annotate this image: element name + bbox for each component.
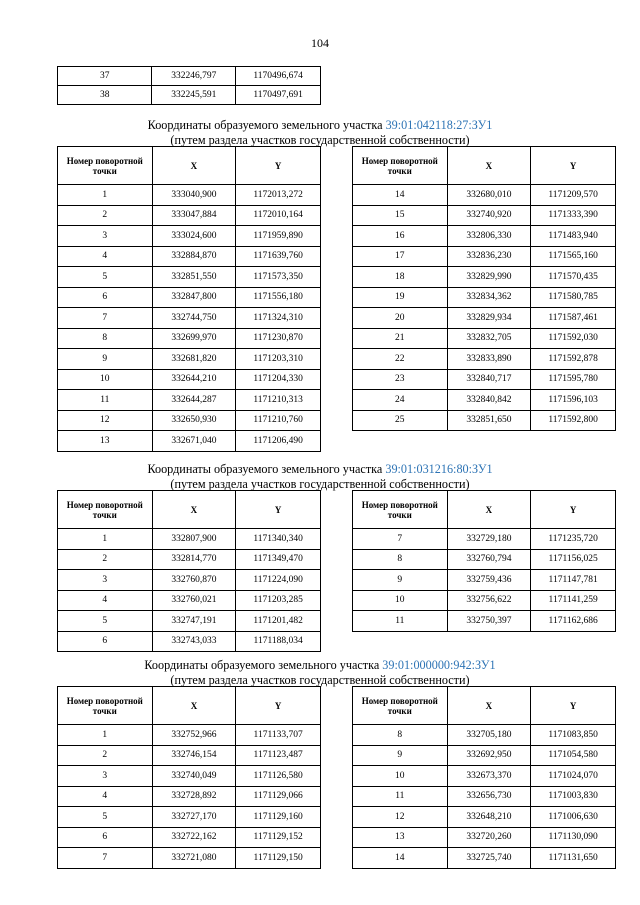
table-row <box>58 328 321 349</box>
point-number: 11 <box>353 611 448 632</box>
section-subtitle: (путем раздела участков государственной собственности) <box>170 133 470 147</box>
coord-y: 1170496,674 <box>236 67 321 86</box>
coord-y: 1172013,272 <box>236 185 321 206</box>
table-row <box>353 226 616 247</box>
table-row <box>353 328 616 349</box>
header-point-number: Номер поворотной точки <box>58 687 153 725</box>
coord-y: 1171639,760 <box>236 246 321 267</box>
coord-y: 1171333,390 <box>531 205 616 226</box>
point-number: 3 <box>58 766 153 787</box>
table-header-row <box>353 491 616 529</box>
coord-x: 332833,890 <box>447 349 531 370</box>
coord-x: 332847,800 <box>152 287 236 308</box>
point-number: 25 <box>353 410 448 431</box>
coord-y: 1171188,034 <box>236 631 321 652</box>
table-row <box>58 86 321 105</box>
coord-x: 333047,884 <box>152 205 236 226</box>
point-number: 7 <box>58 848 153 869</box>
coord-y: 1171570,435 <box>531 267 616 288</box>
point-number: 7 <box>58 308 153 329</box>
table-row <box>58 349 321 370</box>
coord-y: 1171209,570 <box>531 185 616 206</box>
coord-y: 1172010,164 <box>236 205 321 226</box>
coord-y: 1171573,350 <box>236 267 321 288</box>
header-y: Y <box>236 491 321 529</box>
coord-x: 332750,397 <box>447 611 531 632</box>
header-point-number: Номер поворотной точки <box>353 491 448 529</box>
coord-x: 332681,820 <box>152 349 236 370</box>
coord-x: 332829,990 <box>447 267 531 288</box>
coord-x: 332744,750 <box>152 308 236 329</box>
table-row <box>353 549 616 570</box>
table-header-row <box>58 147 321 185</box>
coord-x: 332752,966 <box>152 725 236 746</box>
point-number: 6 <box>58 287 153 308</box>
table-row <box>58 745 321 766</box>
header-y: Y <box>236 687 321 725</box>
point-number: 3 <box>58 226 153 247</box>
table-row <box>58 549 321 570</box>
coord-x: 332644,287 <box>152 390 236 411</box>
point-number: 10 <box>353 766 448 787</box>
coord-y: 1171959,890 <box>236 226 321 247</box>
point-number: 38 <box>58 86 152 105</box>
coord-y: 1171162,686 <box>531 611 616 632</box>
coord-y: 1171130,090 <box>531 827 616 848</box>
point-number: 9 <box>353 745 448 766</box>
point-number: 1 <box>58 529 153 550</box>
table-row <box>58 827 321 848</box>
coord-x: 333040,900 <box>152 185 236 206</box>
header-x: X <box>152 147 236 185</box>
coord-x: 332656,730 <box>447 786 531 807</box>
point-number: 5 <box>58 807 153 828</box>
table-row <box>353 390 616 411</box>
table-row <box>353 185 616 206</box>
coords-table-left <box>57 686 321 869</box>
coord-y: 1171595,780 <box>531 369 616 390</box>
point-number: 4 <box>58 590 153 611</box>
table-row <box>58 185 321 206</box>
table-row <box>58 631 321 652</box>
coord-x: 332851,650 <box>447 410 531 431</box>
point-number: 10 <box>353 590 448 611</box>
point-number: 8 <box>58 328 153 349</box>
section-subtitle: (путем раздела участков государственной собственности) <box>170 477 470 491</box>
point-number: 9 <box>353 570 448 591</box>
table-row <box>353 590 616 611</box>
coord-x: 332834,362 <box>447 287 531 308</box>
coord-x: 332705,180 <box>447 725 531 746</box>
coord-x: 332832,705 <box>447 328 531 349</box>
coord-y: 1171129,160 <box>236 807 321 828</box>
header-y: Y <box>236 147 321 185</box>
table-header-row <box>58 687 321 725</box>
point-number: 37 <box>58 67 152 86</box>
table-row <box>58 431 321 452</box>
point-number: 15 <box>353 205 448 226</box>
coord-y: 1171203,285 <box>236 590 321 611</box>
point-number: 14 <box>353 848 448 869</box>
coord-y: 1171324,310 <box>236 308 321 329</box>
header-x: X <box>447 147 531 185</box>
point-number: 20 <box>353 308 448 329</box>
parcel-number: 39:01:042118:27:ЗУ1 <box>385 118 493 132</box>
coord-y: 1171123,487 <box>236 745 321 766</box>
header-point-number: Номер поворотной точки <box>353 687 448 725</box>
coord-y: 1171210,760 <box>236 410 321 431</box>
coord-x: 332756,622 <box>447 590 531 611</box>
coord-x: 332692,950 <box>447 745 531 766</box>
coord-y: 1171235,720 <box>531 529 616 550</box>
coord-y: 1171592,878 <box>531 349 616 370</box>
section-title: Координаты образуемого земельного участка 39:01:000000:942:ЗУ1 <box>144 658 496 672</box>
table-row <box>353 308 616 329</box>
point-number: 5 <box>58 267 153 288</box>
coord-x: 332245,591 <box>152 86 236 105</box>
coord-x: 332725,740 <box>447 848 531 869</box>
coord-y: 1170497,691 <box>236 86 321 105</box>
table-row <box>58 246 321 267</box>
point-number: 13 <box>58 431 153 452</box>
table-header-row <box>353 147 616 185</box>
point-number: 4 <box>58 246 153 267</box>
point-number: 11 <box>353 786 448 807</box>
point-number: 1 <box>58 725 153 746</box>
table-row <box>353 410 616 431</box>
table-row <box>58 590 321 611</box>
coord-y: 1171592,800 <box>531 410 616 431</box>
table-row <box>353 827 616 848</box>
point-number: 5 <box>58 611 153 632</box>
coord-y: 1171156,025 <box>531 549 616 570</box>
table-row <box>58 807 321 828</box>
point-number: 24 <box>353 390 448 411</box>
coords-table-right <box>352 490 616 632</box>
point-number: 8 <box>353 725 448 746</box>
point-number: 12 <box>58 410 153 431</box>
table-row <box>58 267 321 288</box>
table-row <box>353 349 616 370</box>
table-header-row <box>353 687 616 725</box>
table-row <box>353 529 616 550</box>
table-row <box>353 570 616 591</box>
coord-x: 332851,550 <box>152 267 236 288</box>
table-header-row <box>58 491 321 529</box>
coord-y: 1171133,707 <box>236 725 321 746</box>
table-row <box>353 267 616 288</box>
header-x: X <box>447 687 531 725</box>
point-number: 22 <box>353 349 448 370</box>
coord-x: 332721,080 <box>152 848 236 869</box>
coords-table-left <box>57 490 321 652</box>
coord-y: 1171565,160 <box>531 246 616 267</box>
coord-y: 1171592,030 <box>531 328 616 349</box>
point-number: 2 <box>58 745 153 766</box>
coord-x: 332728,892 <box>152 786 236 807</box>
coord-x: 332759,436 <box>447 570 531 591</box>
coord-y: 1171230,870 <box>236 328 321 349</box>
point-number: 6 <box>58 631 153 652</box>
table-row <box>353 369 616 390</box>
point-number: 6 <box>58 827 153 848</box>
table-row <box>58 369 321 390</box>
coord-x: 332806,330 <box>447 226 531 247</box>
point-number: 10 <box>58 369 153 390</box>
coord-y: 1171126,580 <box>236 766 321 787</box>
coord-y: 1171147,781 <box>531 570 616 591</box>
coord-y: 1171129,150 <box>236 848 321 869</box>
point-number: 13 <box>353 827 448 848</box>
table-row <box>353 287 616 308</box>
point-number: 2 <box>58 205 153 226</box>
point-number: 18 <box>353 267 448 288</box>
coord-x: 332720,260 <box>447 827 531 848</box>
coord-y: 1171129,152 <box>236 827 321 848</box>
section-subtitle: (путем раздела участков государственной собственности) <box>170 673 470 687</box>
section-title: Координаты образуемого земельного участка 39:01:031216:80:ЗУ1 <box>147 462 493 476</box>
coord-x: 332722,162 <box>152 827 236 848</box>
coord-x: 332644,210 <box>152 369 236 390</box>
parcel-number: 39:01:000000:942:ЗУ1 <box>382 658 496 672</box>
coord-x: 332673,370 <box>447 766 531 787</box>
table-row <box>353 246 616 267</box>
coord-x: 332650,930 <box>152 410 236 431</box>
point-number: 1 <box>58 185 153 206</box>
coord-y: 1171206,490 <box>236 431 321 452</box>
coord-x: 332760,021 <box>152 590 236 611</box>
coord-x: 332760,870 <box>152 570 236 591</box>
header-y: Y <box>531 491 616 529</box>
coord-y: 1171596,103 <box>531 390 616 411</box>
coord-y: 1171224,090 <box>236 570 321 591</box>
coord-x: 332814,770 <box>152 549 236 570</box>
coord-y: 1171024,070 <box>531 766 616 787</box>
coord-x: 332671,040 <box>152 431 236 452</box>
coord-y: 1171556,180 <box>236 287 321 308</box>
header-y: Y <box>531 147 616 185</box>
coord-y: 1171131,650 <box>531 848 616 869</box>
point-number: 12 <box>353 807 448 828</box>
header-point-number: Номер поворотной точки <box>58 491 153 529</box>
coord-x: 332648,210 <box>447 807 531 828</box>
point-number: 9 <box>58 349 153 370</box>
coord-x: 332746,154 <box>152 745 236 766</box>
header-y: Y <box>531 687 616 725</box>
coords-table-right <box>352 686 616 869</box>
coord-x: 332884,870 <box>152 246 236 267</box>
point-number: 17 <box>353 246 448 267</box>
table-row <box>58 390 321 411</box>
point-number: 3 <box>58 570 153 591</box>
header-x: X <box>447 491 531 529</box>
coord-x: 332740,920 <box>447 205 531 226</box>
section-title: Координаты образуемого земельного участка 39:01:042118:27:ЗУ1 <box>147 118 493 132</box>
point-number: 11 <box>58 390 153 411</box>
header-x: X <box>152 491 236 529</box>
coords-table-right <box>352 146 616 431</box>
table-row <box>58 611 321 632</box>
table-row <box>58 848 321 869</box>
table-row <box>58 67 321 86</box>
header-point-number: Номер поворотной точки <box>58 147 153 185</box>
coord-x: 333024,600 <box>152 226 236 247</box>
coord-x: 332729,180 <box>447 529 531 550</box>
coord-x: 332740,049 <box>152 766 236 787</box>
header-x: X <box>152 687 236 725</box>
coord-y: 1171210,313 <box>236 390 321 411</box>
coord-x: 332246,797 <box>152 67 236 86</box>
table-row <box>58 308 321 329</box>
point-number: 4 <box>58 786 153 807</box>
coord-x: 332699,970 <box>152 328 236 349</box>
coord-x: 332836,230 <box>447 246 531 267</box>
table-row <box>58 725 321 746</box>
coord-x: 332760,794 <box>447 549 531 570</box>
coord-y: 1171006,630 <box>531 807 616 828</box>
point-number: 19 <box>353 287 448 308</box>
coord-y: 1171587,461 <box>531 308 616 329</box>
coord-y: 1171483,940 <box>531 226 616 247</box>
point-number: 2 <box>58 549 153 570</box>
point-number: 16 <box>353 226 448 247</box>
coord-x: 332829,934 <box>447 308 531 329</box>
coords-table-left <box>57 146 321 452</box>
table-row <box>353 725 616 746</box>
coord-y: 1171054,580 <box>531 745 616 766</box>
header-point-number: Номер поворотной точки <box>353 147 448 185</box>
table-row <box>353 786 616 807</box>
coord-x: 332840,717 <box>447 369 531 390</box>
coord-x: 332747,191 <box>152 611 236 632</box>
table-row <box>58 226 321 247</box>
page-number: 104 <box>311 36 329 50</box>
point-number: 14 <box>353 185 448 206</box>
coord-x: 332840,842 <box>447 390 531 411</box>
coord-x: 332680,010 <box>447 185 531 206</box>
coord-y: 1171204,330 <box>236 369 321 390</box>
parcel-number: 39:01:031216:80:ЗУ1 <box>385 462 493 476</box>
coord-y: 1171349,470 <box>236 549 321 570</box>
coord-y: 1171203,310 <box>236 349 321 370</box>
coord-y: 1171141,259 <box>531 590 616 611</box>
table-row <box>353 205 616 226</box>
table-row <box>58 205 321 226</box>
coord-y: 1171083,850 <box>531 725 616 746</box>
coord-y: 1171340,340 <box>236 529 321 550</box>
point-number: 21 <box>353 328 448 349</box>
coord-y: 1171003,830 <box>531 786 616 807</box>
table-row <box>58 410 321 431</box>
carry-table <box>57 66 321 105</box>
table-row <box>58 287 321 308</box>
table-row <box>353 848 616 869</box>
coord-y: 1171129,066 <box>236 786 321 807</box>
coord-x: 332727,170 <box>152 807 236 828</box>
table-row <box>353 766 616 787</box>
table-row <box>58 766 321 787</box>
point-number: 23 <box>353 369 448 390</box>
coord-y: 1171580,785 <box>531 287 616 308</box>
table-row <box>58 786 321 807</box>
table-row <box>58 529 321 550</box>
coord-y: 1171201,482 <box>236 611 321 632</box>
coord-x: 332807,900 <box>152 529 236 550</box>
point-number: 7 <box>353 529 448 550</box>
table-row <box>353 745 616 766</box>
table-row <box>58 570 321 591</box>
table-row <box>353 611 616 632</box>
point-number: 8 <box>353 549 448 570</box>
coord-x: 332743,033 <box>152 631 236 652</box>
table-row <box>353 807 616 828</box>
